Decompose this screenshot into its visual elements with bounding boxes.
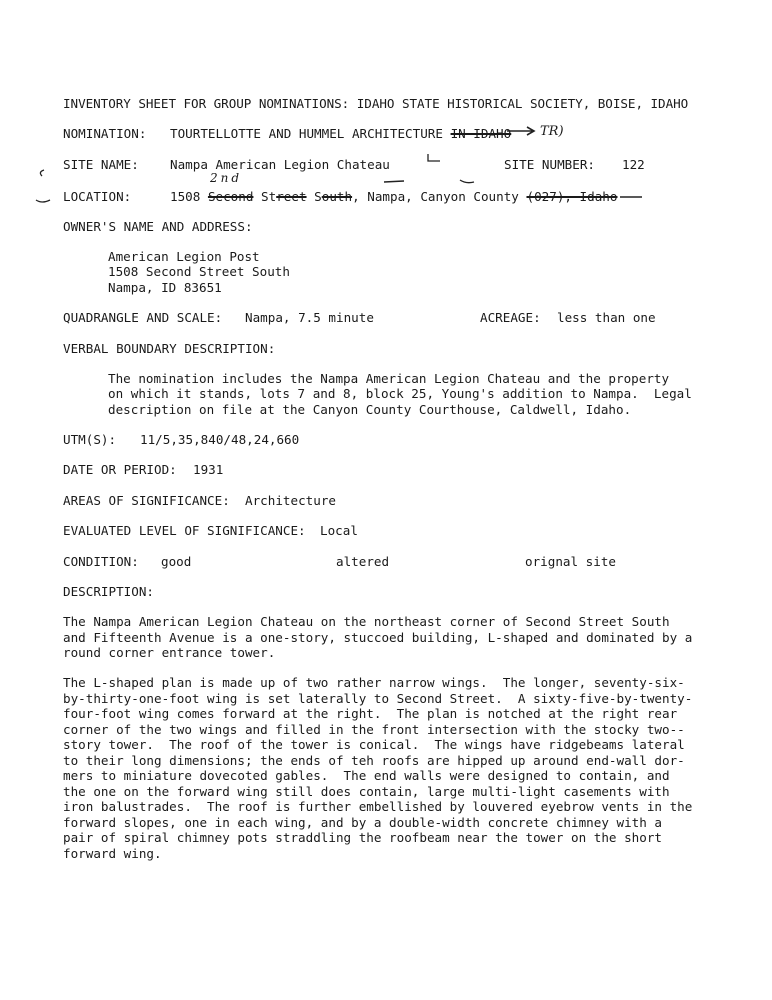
owner-line: 1508 Second Street South (108, 264, 290, 279)
description-line: The L-shaped plan is made up of two rather narrow wings. The longer, seventy-six- (63, 675, 685, 690)
condition-value: orignal site (525, 554, 616, 569)
description-label: DESCRIPTION: (63, 584, 154, 599)
location-struck-outh: outh (321, 189, 353, 204)
owner-line: Nampa, ID 83651 (108, 280, 222, 295)
evaluated-value: Local (320, 523, 358, 538)
description-line: forward slopes, one in each wing, and by a double-width concrete chimney with a (63, 815, 662, 830)
condition-value: good (161, 554, 192, 569)
pen-mark (30, 164, 54, 212)
description-line: by-thirty-one-foot wing is set laterally to Second Street. A sixty-five-by-twenty- (63, 691, 693, 706)
description-line: story tower. The roof of the tower is conical. The wings have ridgebeams lateral (63, 737, 685, 752)
site-name-label: SITE NAME: (63, 157, 139, 172)
evaluated-label: EVALUATED LEVEL OF SIGNIFICANCE: (63, 523, 306, 538)
nomination-struck-text: IN IDAHO (450, 126, 512, 141)
nomination-handwritten: TR) (540, 124, 564, 139)
description-line: forward wing. (63, 846, 162, 861)
nomination-label: NOMINATION: (63, 126, 147, 141)
utm-value: 11/5,35,840/48,24,660 (140, 432, 300, 447)
description-line: pair of spiral chimney pots straddling the roofbeam near the tower on the short (63, 830, 662, 845)
location-struck-county: (027), Idaho (526, 189, 618, 204)
location-value (170, 189, 617, 205)
utm-label: UTM(S): (63, 432, 117, 447)
acreage-label: ACREAGE: (480, 310, 541, 325)
date-value: 1931 (193, 462, 224, 477)
date-label: DATE OR PERIOD: (63, 462, 177, 477)
boundary-line: description on file at the Canyon County Courthouse, Caldwell, Idaho. (108, 402, 632, 417)
pen-tick-icon (424, 152, 444, 166)
site-number-label: SITE NUMBER: (504, 157, 595, 172)
description-line: corner of the two wings and filled in the front intersection with the stocky two-- (63, 722, 685, 737)
description-line: the one on the forward wing still does contain, large multi-light casements with (63, 784, 670, 799)
boundary-line: on which it stands, lots 7 and 8, block 25, Young's addition to Nampa. Legal (108, 386, 692, 401)
owner-label: OWNER'S NAME AND ADDRESS: (63, 219, 253, 234)
nomination-value (170, 126, 511, 142)
boundary-label: VERBAL BOUNDARY DESCRIPTION: (63, 341, 276, 356)
site-name-value: Nampa American Legion Chateau (170, 157, 390, 172)
acreage-value: less than one (557, 310, 656, 325)
owner-line: American Legion Post (108, 249, 260, 264)
location-st: St (261, 189, 277, 204)
handwritten-arrow-icon (505, 124, 539, 138)
condition-value: altered (336, 554, 390, 569)
quadrangle-label: QUADRANGLE AND SCALE: (63, 310, 223, 325)
site-number-value: 122 (622, 157, 645, 172)
quadrangle-value: Nampa, 7.5 minute (245, 310, 374, 325)
location-struck-reet: reet (276, 189, 307, 204)
location-struck-street: Second (207, 189, 254, 204)
areas-value: Architecture (245, 493, 336, 508)
description-line: four-foot wing comes forward at the right. The plan is notched at the right rear (63, 706, 678, 721)
description-line: round corner entrance tower. (63, 645, 276, 660)
description-line: iron balustrades. The roof is further embellished by louvered eyebrow vents in the (63, 799, 693, 814)
location-number: 1508 (170, 189, 201, 204)
description-line: and Fifteenth Avenue is a one-story, stuccoed building, L-shaped and dominated by a (63, 630, 693, 645)
condition-label: CONDITION: (63, 554, 139, 569)
location-rest: , Nampa, Canyon County (352, 189, 519, 204)
pen-arrow-tail-icon (618, 189, 648, 203)
pen-dash-icon (380, 176, 490, 188)
sheet-header: INVENTORY SHEET FOR GROUP NOMINATIONS: IDAHO STATE HISTORICAL SOCIETY, BOISE, IDAHO (63, 96, 689, 111)
description-line: to their long dimensions; the ends of teh roofs are hipped up around end-wall dor- (63, 753, 685, 768)
areas-label: AREAS OF SIGNIFICANCE: (63, 493, 230, 508)
description-line: The Nampa American Legion Chateau on the northeast corner of Second Street South (63, 614, 670, 629)
nomination-title: TOURTELLOTTE AND HUMMEL ARCHITECTURE (170, 126, 443, 141)
location-handwritten-insert: 2nd (210, 171, 243, 185)
location-s: S (314, 189, 322, 204)
description-line: mers to miniature dovecoted gables. The end walls were designed to contain, and (63, 768, 670, 783)
boundary-line: The nomination includes the Nampa American Legion Chateau and the property (108, 371, 670, 386)
location-label: LOCATION: (63, 189, 132, 204)
